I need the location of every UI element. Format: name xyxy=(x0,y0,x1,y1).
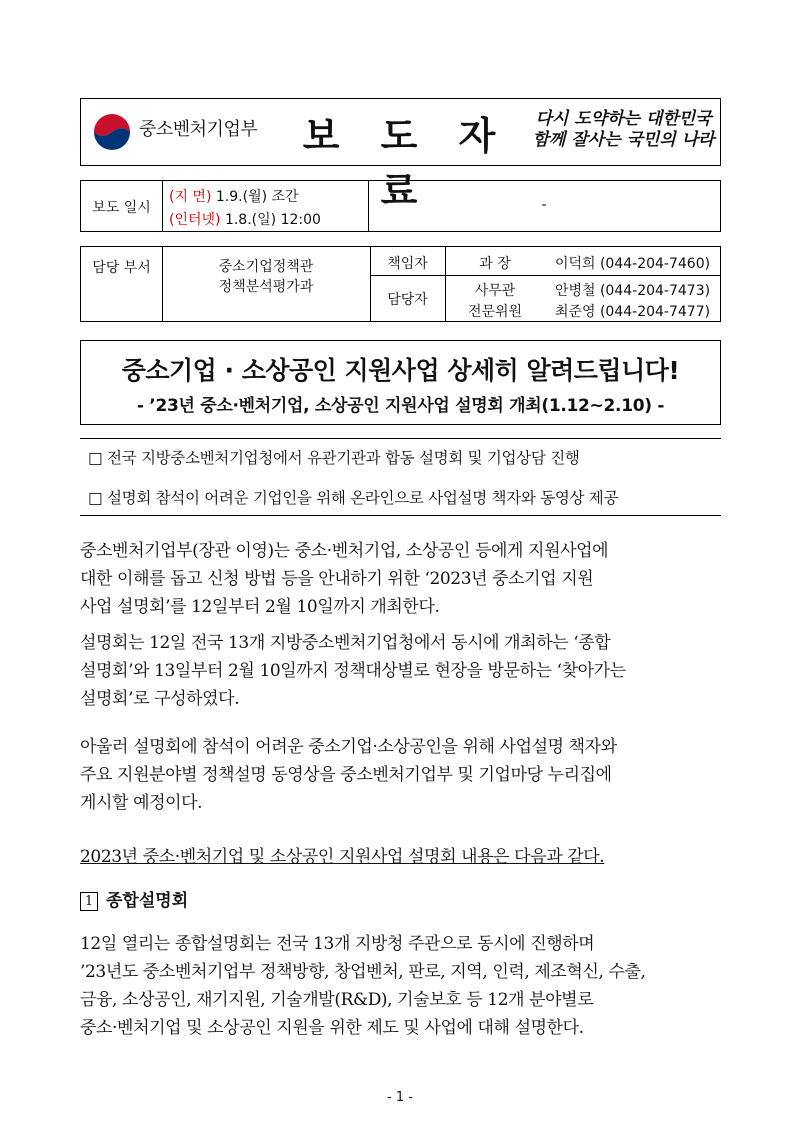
paragraph-line: 설명회는 12일 전국 13개 지방중소벤처기업청에서 동시에 개최하는 ‘종합 xyxy=(80,633,611,653)
government-emblem-icon xyxy=(93,113,131,151)
staff-label: 담당자 xyxy=(387,292,428,308)
contact-person: 최준영 (044-204-7477) xyxy=(554,304,711,320)
slogan-line-1: 다시 도약하는 대한민국 xyxy=(535,109,712,129)
release-note: - xyxy=(541,197,547,213)
headline-box xyxy=(80,340,721,425)
online-tag: (인터넷) xyxy=(169,212,221,228)
page-title: 보 도 자 료 xyxy=(302,114,510,213)
paragraph-line: 중소·벤처기업 및 소상공인 지원을 위한 제도 및 사업에 대해 설명한다. xyxy=(80,1018,584,1038)
contact-person: 안병철 (044-204-7473) xyxy=(554,283,711,299)
section-title: 종합설명회 xyxy=(106,891,189,911)
dept-label: 담당 부서 xyxy=(92,260,151,276)
contact-role: 사무관 xyxy=(474,283,516,299)
release-label: 보도 일시 xyxy=(92,200,151,216)
dept-line-1: 중소기업정책관 xyxy=(218,259,314,275)
contact-role: 전문위원 xyxy=(467,304,523,320)
paragraph-line: 설명회’로 구성하였다. xyxy=(80,689,240,709)
paragraph-line: ’23년도 중소벤처기업부 정책방향, 창업벤처, 판로, 지역, 인력, 제조혁신, 수출, xyxy=(80,962,646,982)
print-value: 1.9.(월) 조간 xyxy=(215,189,299,205)
summary-item: □ 설명회 참석이 어려운 기업인을 위해 온라인으로 사업설명 책자와 동영상 제공 xyxy=(88,489,619,507)
slogan xyxy=(531,109,716,151)
paragraph-line: 게시할 예정이다. xyxy=(80,793,203,813)
online-release xyxy=(169,209,321,229)
subheadline: - ’23년 중소·벤처기업, 소상공인 지원사업 설명회 개최(1.12~2.10) - xyxy=(136,396,665,416)
summary-item: □ 전국 지방중소벤처기업청에서 유관기관과 합동 설명회 및 기업상담 진행 xyxy=(88,449,580,467)
summary-bottom-rule xyxy=(80,515,721,516)
contact-role: 과 장 xyxy=(479,256,511,272)
paragraph-line: 중소벤처기업부(장관 이영)는 중소·벤처기업, 소상공인 등에게 지원사업에 xyxy=(80,541,609,561)
paragraph-line: 대한 이해를 돕고 신청 방법 등을 안내하기 위한 ‘2023년 중소기업 지원 xyxy=(80,569,594,589)
body-paragraph xyxy=(80,733,721,817)
manager-label: 책임자 xyxy=(387,256,428,272)
print-tag: (지 면) xyxy=(169,189,212,205)
slogan-line-2: 함께 잘사는 국민의 나라 xyxy=(532,130,715,150)
intro-line: 2023년 중소·벤처기업 및 소상공인 지원사업 설명회 내용은 다음과 같다. xyxy=(80,847,605,867)
summary-top-rule xyxy=(80,438,721,439)
paragraph-line: 금융, 소상공인, 재기지원, 기술개발(R&D), 기술보호 등 12개 분야별로 xyxy=(80,990,594,1010)
section-number: 1 xyxy=(80,892,98,911)
paragraph-line: 설명회’와 13일부터 2월 10일까지 정책대상별로 현장을 방문하는 ‘찾아가는 xyxy=(80,661,626,681)
page-number: - 1 - xyxy=(387,1090,413,1105)
dept-line-2: 정책분석평가과 xyxy=(218,279,314,295)
body-paragraph xyxy=(80,537,721,621)
paragraph-line: 아울러 설명회에 참석이 어려운 중소기업·소상공인을 위해 사업설명 책자와 xyxy=(80,737,617,757)
release-time-table xyxy=(80,180,721,232)
online-value: 1.8.(일) 12:00 xyxy=(224,212,321,228)
paragraph-line: 12일 열리는 종합설명회는 전국 13개 지방청 주관으로 동시에 진행하며 xyxy=(80,934,595,954)
dept-name xyxy=(162,257,370,297)
ministry-name: 중소벤처기업부 xyxy=(139,119,258,140)
body-paragraph xyxy=(80,629,721,713)
section-heading xyxy=(80,886,188,911)
section-paragraph xyxy=(80,930,721,1042)
paragraph-line: 사업 설명회’를 12일부터 2월 10일까지 개최한다. xyxy=(80,597,440,617)
print-release xyxy=(169,186,299,206)
headline: 중소기업 · 소상공인 지원사업 상세히 알려드립니다! xyxy=(121,356,680,385)
contact-person: 이덕희 (044-204-7460) xyxy=(554,256,711,272)
contact-table xyxy=(80,246,721,322)
paragraph-line: 주요 지원분야별 정책설명 동영상을 중소벤처기업부 및 기업마당 누리집에 xyxy=(80,765,612,785)
